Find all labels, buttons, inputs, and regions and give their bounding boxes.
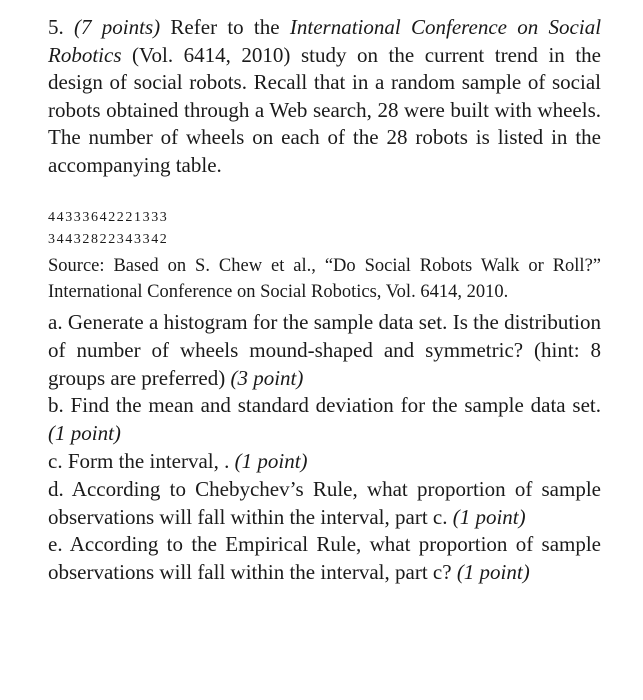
question-b-text: b. Find the mean and standard deviation for the sample data set. — [48, 393, 601, 418]
question-a-text: a. Generate a histogram for the sample data set. Is the distribution of number of wheels mound-shaped and symmetric? (hint: 8 groups are preferred) — [48, 310, 601, 390]
problem-points: (7 points) — [74, 15, 161, 39]
question-list — [48, 309, 601, 587]
data-row-2: 34432822343342 — [48, 232, 169, 247]
question-e-points: (1 point) — [456, 560, 530, 585]
question-c-text: c. Form the interval, . — [48, 448, 230, 473]
question-d-points: (1 point) — [452, 504, 526, 529]
journal-title: International Conference on Social Robotics — [48, 15, 602, 67]
question-b-points: (1 point) — [48, 421, 121, 446]
data-table — [48, 207, 601, 251]
data-row-1: 44333642221333 — [48, 210, 169, 225]
intro-text-1: Refer to the — [170, 15, 280, 39]
question-e-text: e. According to the Empirical Rule, what proportion of sample observations will fall within the interval, part c? — [48, 532, 601, 585]
question-e — [48, 531, 601, 587]
source-citation: Source: Based on S. Chew et al., “Do Social Robots Walk or Roll?” International Conference on Social Robotics, Vol. 6414, 2010. — [48, 256, 601, 302]
question-d — [48, 476, 601, 532]
problem-intro — [48, 14, 601, 179]
intro-text-2: (Vol. 6414, 2010) study on the current trend in the design of social robots. Recall that in a random sample of social robots obtained through a Web search, 28 were built with wheels. The number of wheels on each of the 28 robots is listed in the accompanying table. — [48, 42, 601, 177]
question-a — [48, 309, 601, 392]
problem-number: 5. — [48, 15, 64, 39]
question-c-points: (1 point) — [234, 448, 308, 473]
question-b — [48, 392, 601, 448]
question-a-points: (3 point) — [230, 365, 304, 390]
question-d-text: d. According to Chebychev’s Rule, what proportion of sample observations will fall within the interval, part c. — [48, 476, 601, 529]
question-c — [48, 448, 601, 476]
